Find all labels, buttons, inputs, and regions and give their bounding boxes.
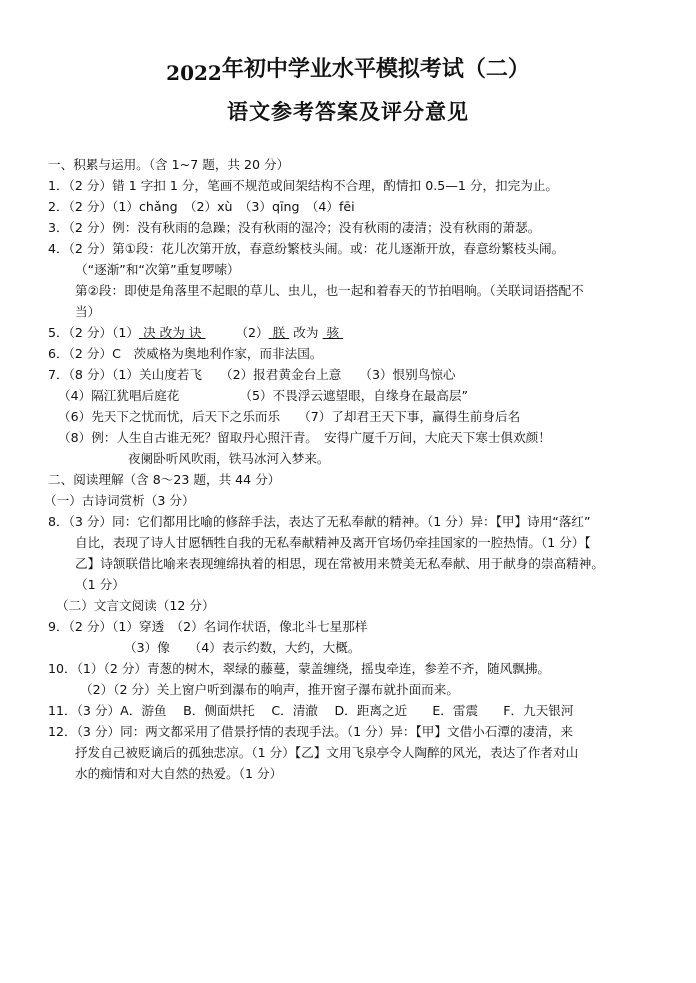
answer-q1: 1．（2 分）错 1 字扣 1 分，笔画不规范或间架结构不合理，酌情扣 0.5—1 分，扣完为止。: [48, 178, 559, 193]
answer-q4-line1: 4．（2 分）第①段：花儿次第开放，春意纷繁枝头闹。或：花儿逐渐开放，春意纷繁枝头闹。: [48, 241, 565, 256]
answer-q4-line3: 第②段：即使是角落里不起眼的草儿、虫儿，也一起和着春天的节拍唱响。（关联词语搭配不: [75, 283, 584, 298]
section-2-heading: 二、阅读理解（含 8～23 题，共 44 分）: [48, 472, 281, 487]
exam-title-text: 年初中学业水平模拟考试（二）: [221, 56, 530, 82]
answer-q12-line2: 抒发自己被贬谪后的孤独悲凉。（1 分）【乙】文用飞泉亭令人陶醉的风光，表达了作者对山: [75, 745, 579, 760]
q5-wrong-char-1: 决 改为 诀: [143, 325, 202, 340]
answer-q3: 3．（2 分）例：没有秋雨的急躁；没有秋雨的湿冷；没有秋雨的凄清；没有秋雨的萧瑟。: [48, 220, 541, 235]
section-2a-heading: （一）古诗词赏析（3 分）: [44, 493, 195, 508]
answer-q6: 6．（2 分）C 茨威格为奥地利作家，而非法国。: [48, 346, 323, 361]
exam-year: 2022: [166, 61, 222, 85]
answer-q5: 5．（2 分）（1） 决 改为 诀 （2） 朕 改为 骇: [48, 324, 668, 342]
answer-q10-line2: （2）（2 分）关上窗户听到瀑布的响声，推开窗子瀑布就扑面而来。: [80, 682, 459, 697]
answer-q9-line1: 9．（2 分）（1）穿透 （2）名词作状语，像北斗七星那样: [48, 619, 368, 634]
answer-q7-line4: （8）例：人生自古谁无死？留取丹心照汗青。 安得广厦千万间，大庇天下寒士俱欢颜！: [58, 430, 551, 445]
answer-q8-line2: 自比，表现了诗人甘愿牺牲自我的无私奉献精神及离开官场仍牵挂国家的一腔热情。（1 分）【: [75, 535, 591, 550]
answer-q10-line1: 10．（1）（2 分）青葱的树木，翠绿的藤蔓，蒙盖缠绕，摇曳牵连，参差不齐，随风飘拂。: [48, 661, 551, 676]
answer-q12-line3: 水的痴情和对大自然的热爱。（1 分）: [75, 766, 283, 781]
answer-q8-line4: （1 分）: [75, 577, 125, 592]
answer-q7-line2: （4）隔江犹唱后庭花 （5）不畏浮云遮望眼，自缘身在最高层”: [58, 388, 468, 403]
q5-correct-char-2: 骇: [326, 325, 340, 340]
section-2b-heading: （二）文言文阅读（12 分）: [56, 598, 215, 613]
exam-subtitle: 语文参考答案及评分意见: [227, 99, 469, 124]
q5-wrong-char-2: 朕: [272, 325, 286, 340]
answer-q9-line2: （3）像 （4）表示约数，大约，大概。: [124, 640, 361, 655]
answer-q11: 11．（3 分）A．游鱼 B．侧面烘托 C．清澈 D．距离之近 E．雷震 F．九天银河: [48, 703, 574, 718]
answer-q8-line1: 8．（3 分）同：它们都用比喻的修辞手法，表达了无私奉献的精神。（1 分）异：【甲】诗用“落红”: [48, 514, 591, 529]
q5-part2: （2）: [235, 325, 269, 340]
answer-q2: 2．（2 分）（1）chǎng （2）xù （3）qīng （4）fēi: [48, 199, 355, 214]
answer-q12-line1: 12．（3 分）同：两文都采用了借景抒情的表现手法。（1 分）异：【甲】文借小石潭的凄清，来: [48, 724, 573, 739]
answer-q4-line2: （“逐渐”和“次第”重复啰嗦）: [75, 262, 240, 277]
exam-title: [0, 52, 696, 83]
q5-prefix: 5．（2 分）（1）: [48, 325, 140, 340]
answer-q4-line4: 当）: [75, 304, 101, 319]
answer-q7-line3: （6）先天下之忧而忧，后天下之乐而乐 （7）了却君王天下事，赢得生前身后名: [58, 409, 521, 424]
answer-q8-line3: 乙】诗颔联借比喻来表现缠绵执着的相思，现在常被用来赞美无私奉献、用于献身的崇高精神。: [75, 556, 604, 571]
answer-q7-line1: 7．（8 分）（1）关山度若飞 （2）报君黄金台上意 （3）恨别鸟惊心: [48, 367, 456, 382]
section-1-heading: 一、积累与运用。（含 1~7 题，共 20 分）: [48, 157, 290, 172]
answer-q7-line5: 夜阑卧听风吹雨，铁马冰河入梦来。: [128, 451, 330, 466]
